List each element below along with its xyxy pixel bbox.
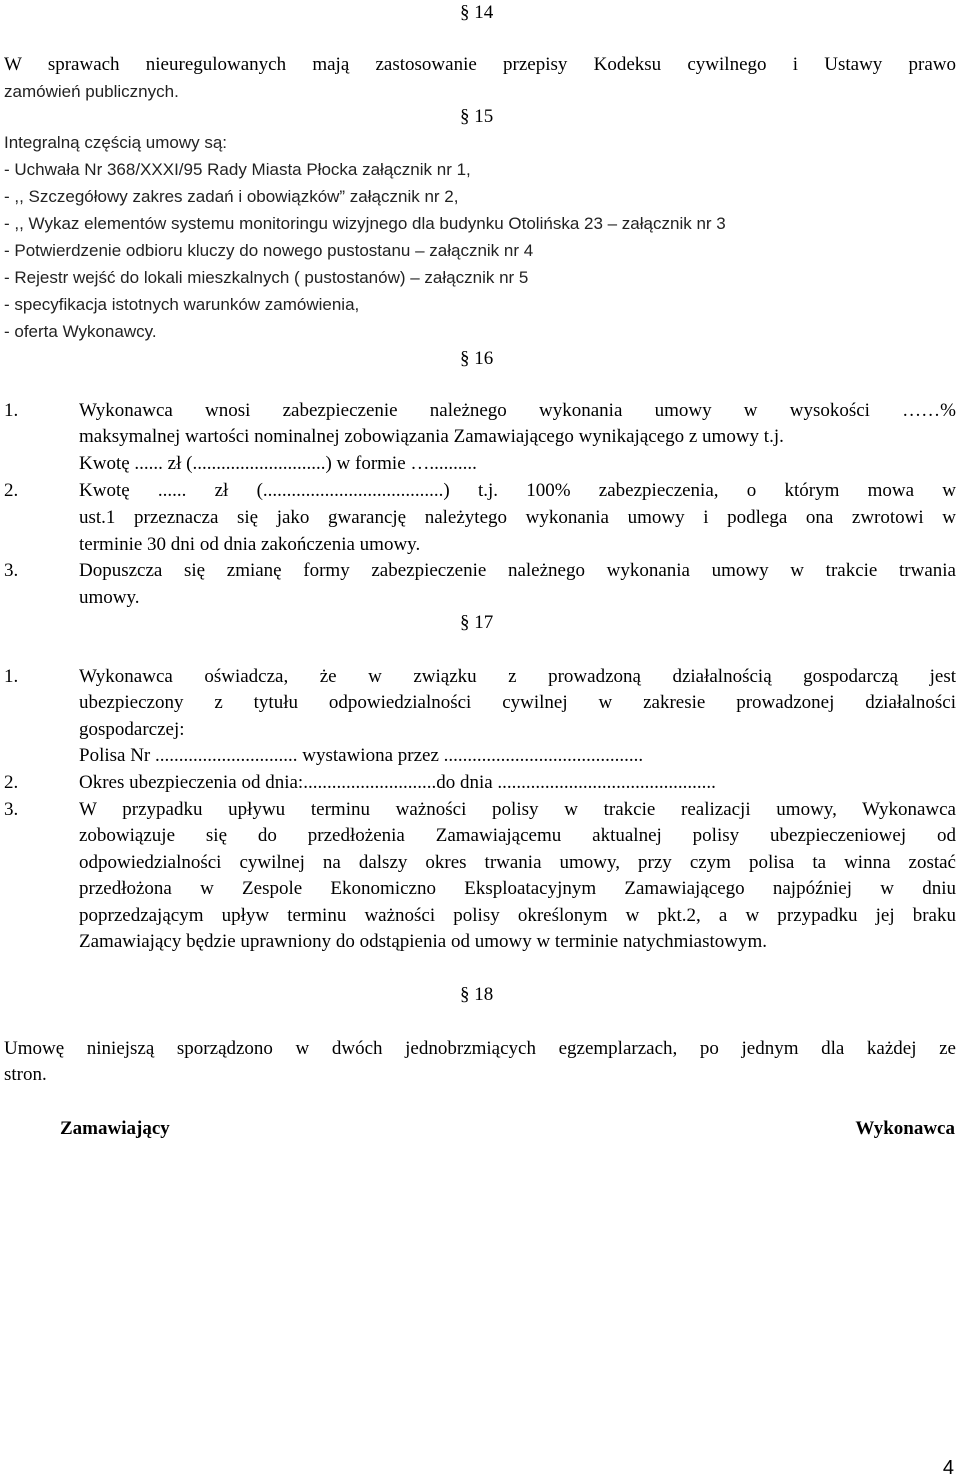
section-14-text-line-1: W sprawach nieuregulowanych mają zastosowanie przepisy Kodeksu cywilnego i Ustawy prawo [4, 54, 956, 75]
section-14-text-line-2: zamówień publicznych. [4, 82, 179, 101]
section-17-item-3-number: 3. [4, 799, 19, 820]
section-16-heading: § 16 [460, 348, 494, 369]
section-17-item-3-line: zobowiązuje się do przedłożenia Zamawiającemu aktualnej polisy ubezpieczeniowej od [79, 825, 956, 846]
section-17-item-3-line: odpowiedzialności cywilnej na dalszy okres trwania umowy, przy czym polisa ta winna zostać [79, 852, 956, 873]
section-16-item-2-line-1: Kwotę ...... zł (......................................) t.j. 100% zabezpieczenia, o którym mowa w [79, 480, 956, 501]
section-17-item-3-line: poprzedzającym upływ terminu ważności polisy określonym w pkt.2, a w przypadku jej braku [79, 905, 956, 926]
section-14-heading: § 14 [460, 2, 494, 23]
section-16-item-2-line-3: terminie 30 dni od dnia zakończenia umowy. [79, 534, 421, 555]
section-17-item-1-number: 1. [4, 666, 19, 687]
section-16-item-3-line-1: Dopuszcza się zmianę formy zabezpieczenie należnego wykonania umowy w trakcie trwania [79, 560, 956, 581]
section-17-item-1-line-3: gospodarczej: [79, 719, 185, 740]
section-16-item-3-number: 3. [4, 560, 19, 581]
section-15-item: - Rejestr wejść do lokali mieszkalnych ( pustostanów) – załącznik nr 5 [4, 268, 529, 287]
section-17-item-1-line-1: Wykonawca oświadcza, że w związku z prowadzoną działalnością gospodarczą jest [79, 666, 956, 687]
section-16-item-1-number: 1. [4, 400, 19, 421]
signature-zamawiajacy: Zamawiający [60, 1118, 170, 1139]
section-15-heading: § 15 [460, 106, 494, 127]
section-17-item-1-line-4: Polisa Nr .............................. wystawiona przez .......................................... [79, 745, 644, 766]
section-16-item-2-number: 2. [4, 480, 19, 501]
page-number: 4 [942, 1457, 954, 1479]
section-18-text-line-2: stron. [4, 1064, 47, 1085]
section-17-item-2-number: 2. [4, 772, 19, 793]
section-17-item-2-line-1: Okres ubezpieczenia od dnia:............................do dnia .............................................. [79, 772, 716, 793]
section-15-item: - specyfikacja istotnych warunków zamówienia, [4, 295, 360, 314]
section-16-item-1-line-3: Kwotę ...... zł (............................) w formie ….......... [79, 453, 477, 474]
section-15-item: - ,, Szczegółowy zakres zadań i obowiązków” załącznik nr 2, [4, 187, 459, 206]
section-18-text-line-1: Umowę niniejszą sporządzono w dwóch jednobrzmiących egzemplarzach, po jednym dla każdej ze [4, 1038, 956, 1059]
section-17-heading: § 17 [460, 612, 494, 633]
section-15-item: - Uchwała Nr 368/XXXI/95 Rady Miasta Płocka załącznik nr 1, [4, 160, 471, 179]
section-15-item: - oferta Wykonawcy. [4, 322, 157, 341]
section-17-item-3-line: przedłożona w Zespole Ekonomiczno Eksploatacyjnym Zamawiającego najpóźniej w dniu [79, 878, 956, 899]
section-16-item-3-line-2: umowy. [79, 587, 140, 608]
section-16-item-1-line-1: Wykonawca wnosi zabezpieczenie należnego wykonania umowy w wysokości ……% [79, 400, 956, 421]
section-17-item-3-line: W przypadku upływu terminu ważności polisy w trakcie realizacji umowy, Wykonawca [79, 799, 956, 820]
section-15-item: - Potwierdzenie odbioru kluczy do nowego pustostanu – załącznik nr 4 [4, 241, 534, 260]
section-15-intro: Integralną częścią umowy są: [4, 133, 227, 152]
section-17-item-3-line-last: Zamawiający będzie uprawniony do odstąpienia od umowy w terminie natychmiastowym. [79, 931, 768, 952]
section-16-item-2-line-2: ust.1 przeznacza się jako gwarancję należytego wykonania umowy i podlega ona zwrotowi w [79, 507, 956, 528]
signature-wykonawca: Wykonawca [855, 1118, 955, 1139]
section-16-item-1-line-2: maksymalnej wartości nominalnej zobowiązania Zamawiającego wynikającego z umowy t.j. [79, 426, 784, 447]
section-18-heading: § 18 [460, 984, 494, 1005]
section-17-item-1-line-2: ubezpieczony z tytułu odpowiedzialności cywilnej w zakresie prowadzonej działalności [79, 692, 956, 713]
section-15-item: - ,, Wykaz elementów systemu monitoringu wizyjnego dla budynku Otolińska 23 – załącznik nr 3 [4, 214, 726, 233]
